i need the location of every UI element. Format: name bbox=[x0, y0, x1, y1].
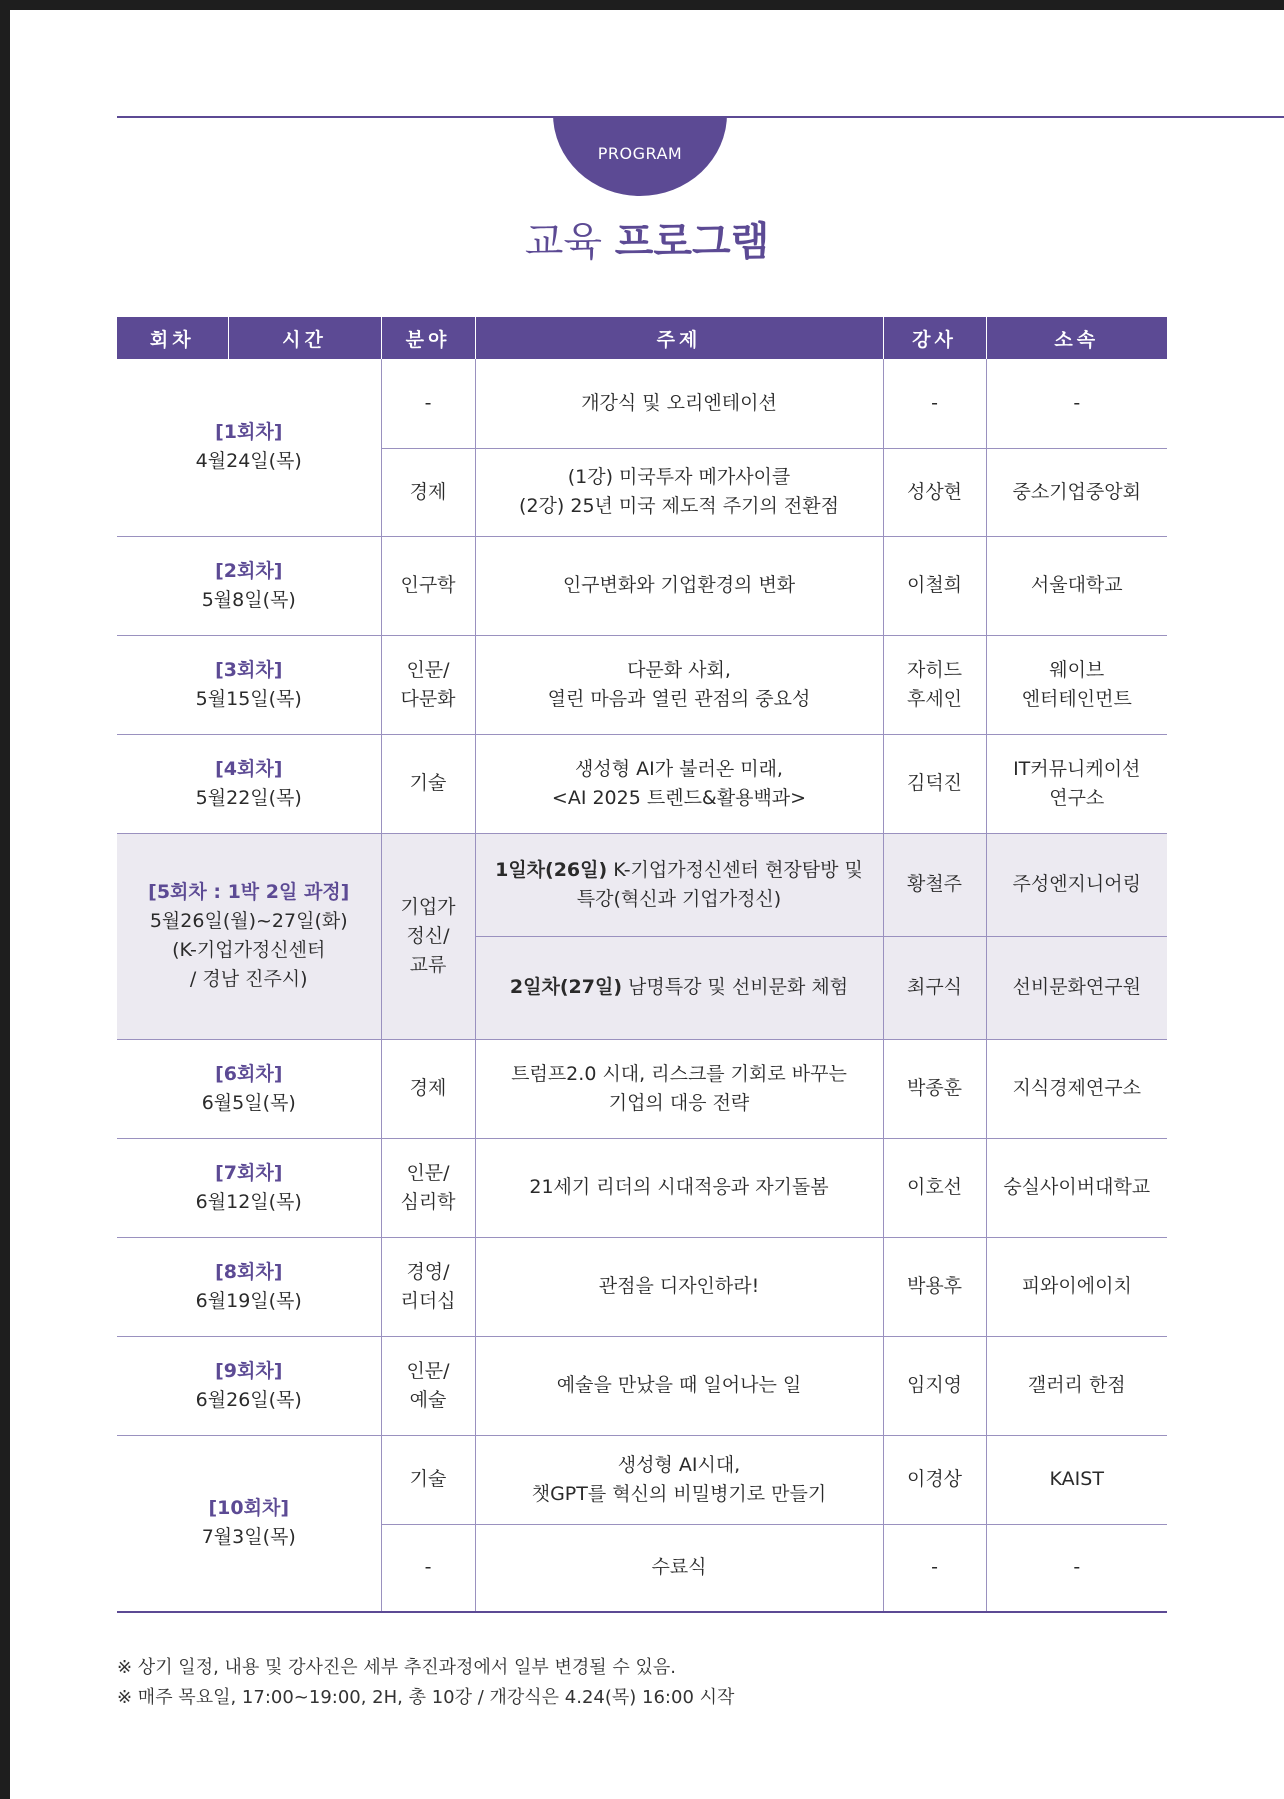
table-row bbox=[117, 1138, 1167, 1237]
round-label: [3회차] bbox=[215, 658, 283, 681]
topic-line: 열린 마음과 열린 관점의 중요성 bbox=[547, 687, 811, 710]
field-cell bbox=[381, 833, 475, 1039]
topic-line: 트럼프2.0 시대, 리스크를 기회로 바꾸는 bbox=[511, 1062, 847, 1085]
round-place: (K-기업가정신센터 bbox=[172, 939, 326, 961]
round-date: 5월8일(목) bbox=[201, 588, 296, 611]
day-label: 2일차(27일) bbox=[509, 976, 623, 998]
table-row bbox=[117, 833, 1167, 936]
field-line: 예술 bbox=[409, 1388, 447, 1411]
affiliation-cell: 주성엔지니어링 bbox=[986, 833, 1167, 936]
field-line: 교류 bbox=[409, 953, 447, 976]
page-title bbox=[10, 218, 1284, 266]
topic-cell: 개강식 및 오리엔테이션 bbox=[475, 359, 883, 448]
table-row bbox=[117, 1237, 1167, 1336]
topic-cell: 수료식 bbox=[475, 1524, 883, 1612]
topic-line: 기업의 대응 전략 bbox=[608, 1091, 750, 1114]
header-time: 시간 bbox=[228, 317, 381, 359]
field-line: 인문/ bbox=[406, 1359, 450, 1382]
field-line: 경영/ bbox=[406, 1260, 450, 1283]
round-place: / 경남 진주시) bbox=[189, 968, 308, 990]
table-row bbox=[117, 1039, 1167, 1138]
table-row bbox=[117, 1435, 1167, 1524]
topic-cell: 관점을 디자인하라! bbox=[475, 1237, 883, 1336]
topic-cell bbox=[475, 448, 883, 536]
topic-line: (1강) 미국투자 메가사이클 bbox=[567, 466, 791, 488]
table-row bbox=[117, 635, 1167, 734]
header-lecturer: 강사 bbox=[883, 317, 986, 359]
document-page bbox=[10, 10, 1284, 1799]
topic-line: 특강(혁신과 기업가정신) bbox=[576, 887, 782, 910]
topic-cell: 예술을 만났을 때 일어나는 일 bbox=[475, 1336, 883, 1435]
round-cell bbox=[117, 536, 381, 635]
topic-line: <AI 2025 트렌드&활용백과> bbox=[551, 786, 807, 809]
round-date: 6월26일(목) bbox=[195, 1388, 302, 1411]
lecturer-line: 후세인 bbox=[906, 687, 963, 710]
field-cell: 경제 bbox=[381, 1039, 475, 1138]
program-table bbox=[117, 317, 1167, 1613]
title-part-2: 프로그램 bbox=[614, 219, 770, 265]
topic-cell: 인구변화와 기업환경의 변화 bbox=[475, 536, 883, 635]
field-cell bbox=[381, 1237, 475, 1336]
affiliation-cell: 서울대학교 bbox=[986, 536, 1167, 635]
lecturer-cell: - bbox=[883, 359, 986, 448]
round-cell bbox=[117, 1435, 381, 1612]
field-cell bbox=[381, 1336, 475, 1435]
round-cell bbox=[117, 833, 381, 1039]
field-cell: 기술 bbox=[381, 734, 475, 833]
topic-line: 생성형 AI가 불러온 미래, bbox=[575, 757, 783, 780]
round-label: [4회차] bbox=[215, 757, 283, 780]
topic-text: K-기업가정신센터 현장탐방 및 bbox=[607, 858, 863, 881]
topic-line: 챗GPT를 혁신의 비밀병기로 만들기 bbox=[531, 1482, 827, 1505]
round-cell bbox=[117, 1138, 381, 1237]
round-label: [10회차] bbox=[208, 1497, 290, 1520]
field-line: 인문/ bbox=[406, 1161, 450, 1184]
topic-line bbox=[484, 856, 875, 885]
round-label: [8회차] bbox=[215, 1260, 283, 1283]
field-line: 인문/ bbox=[406, 658, 450, 681]
topic-cell bbox=[475, 833, 883, 936]
footnote: ※ 상기 일정, 내용 및 강사진은 세부 추진과정에서 일부 변경될 수 있음. bbox=[117, 1657, 676, 1678]
affiliation-cell: 선비문화연구원 bbox=[986, 936, 1167, 1039]
field-cell: 기술 bbox=[381, 1435, 475, 1524]
table-row bbox=[117, 1336, 1167, 1435]
lecturer-line: 자히드 bbox=[906, 658, 963, 681]
round-cell bbox=[117, 635, 381, 734]
round-date: 4월24일(목) bbox=[195, 450, 302, 473]
topic-line: 다문화 사회, bbox=[627, 658, 731, 681]
topic-cell bbox=[475, 936, 883, 1039]
affiliation-cell: 숭실사이버대학교 bbox=[986, 1138, 1167, 1237]
program-badge-label: PROGRAM bbox=[597, 144, 683, 163]
field-line: 기업가 bbox=[400, 895, 456, 918]
affiliation-cell: 갤러리 한점 bbox=[986, 1336, 1167, 1435]
header-topic: 주제 bbox=[475, 317, 883, 359]
table-row bbox=[117, 536, 1167, 635]
round-cell bbox=[117, 1237, 381, 1336]
lecturer-cell: 김덕진 bbox=[883, 734, 986, 833]
round-date: 7월3일(목) bbox=[201, 1526, 296, 1549]
table-row bbox=[117, 734, 1167, 833]
topic-cell bbox=[475, 734, 883, 833]
affiliation-cell: - bbox=[986, 1524, 1167, 1612]
affiliation-line: 엔터테인먼트 bbox=[1021, 687, 1132, 710]
topic-cell bbox=[475, 635, 883, 734]
field-line: 정신/ bbox=[406, 924, 450, 947]
header-round: 회차 bbox=[117, 317, 228, 359]
round-cell bbox=[117, 1039, 381, 1138]
affiliation-cell: - bbox=[986, 359, 1167, 448]
topic-text: 남명특강 및 선비문화 체험 bbox=[622, 976, 849, 998]
topic-cell bbox=[475, 1039, 883, 1138]
affiliation-line: IT커뮤니케이션 bbox=[1013, 757, 1141, 780]
round-date: 6월5일(목) bbox=[201, 1091, 296, 1114]
title-part-1: 교육 bbox=[524, 219, 602, 265]
affiliation-cell: 중소기업중앙회 bbox=[986, 448, 1167, 536]
round-date: 6월12일(목) bbox=[195, 1190, 302, 1213]
round-cell bbox=[117, 734, 381, 833]
field-line: 다문화 bbox=[400, 687, 456, 710]
round-cell bbox=[117, 359, 381, 536]
round-label: [5회차 : 1박 2일 과정] bbox=[148, 881, 350, 903]
lecturer-cell: 이호선 bbox=[883, 1138, 986, 1237]
lecturer-cell: 박용후 bbox=[883, 1237, 986, 1336]
field-line: 심리학 bbox=[400, 1190, 456, 1213]
lecturer-cell: 이경상 bbox=[883, 1435, 986, 1524]
affiliation-line: 웨이브 bbox=[1049, 658, 1105, 681]
field-cell bbox=[381, 1138, 475, 1237]
field-cell: - bbox=[381, 1524, 475, 1612]
field-cell: - bbox=[381, 359, 475, 448]
footnote: ※ 매주 목요일, 17:00~19:00, 2H, 총 10강 / 개강식은 4.24(목) 16:00 시작 bbox=[117, 1687, 735, 1708]
lecturer-cell: 최구식 bbox=[883, 936, 986, 1039]
round-date: 5월15일(목) bbox=[195, 687, 302, 710]
round-date: 6월19일(목) bbox=[195, 1289, 302, 1312]
topic-cell: 21세기 리더의 시대적응과 자기돌봄 bbox=[475, 1138, 883, 1237]
round-label: [2회차] bbox=[215, 559, 283, 582]
round-label: [6회차] bbox=[215, 1062, 283, 1085]
header-field: 분야 bbox=[381, 317, 475, 359]
lecturer-cell bbox=[883, 635, 986, 734]
lecturer-cell: - bbox=[883, 1524, 986, 1612]
affiliation-cell: 피와이에이치 bbox=[986, 1237, 1167, 1336]
round-label: [7회차] bbox=[215, 1161, 283, 1184]
affiliation-line: 연구소 bbox=[1049, 786, 1105, 809]
round-label: [1회차] bbox=[215, 421, 283, 444]
footnotes bbox=[117, 1653, 734, 1713]
field-cell bbox=[381, 635, 475, 734]
affiliation-cell bbox=[986, 635, 1167, 734]
topic-line: (2강) 25년 미국 제도적 주기의 전환점 bbox=[519, 495, 839, 517]
field-cell: 인구학 bbox=[381, 536, 475, 635]
topic-line: 생성형 AI시대, bbox=[617, 1453, 741, 1476]
badge-mask bbox=[550, 10, 730, 116]
field-line: 리더십 bbox=[400, 1289, 456, 1312]
lecturer-cell: 박종훈 bbox=[883, 1039, 986, 1138]
lecturer-cell: 황철주 bbox=[883, 833, 986, 936]
header-affiliation: 소속 bbox=[986, 317, 1167, 359]
lecturer-cell: 이철희 bbox=[883, 536, 986, 635]
round-date: 5월22일(목) bbox=[195, 786, 302, 809]
lecturer-cell: 임지영 bbox=[883, 1336, 986, 1435]
lecturer-cell: 성상현 bbox=[883, 448, 986, 536]
affiliation-cell bbox=[986, 734, 1167, 833]
affiliation-cell: 지식경제연구소 bbox=[986, 1039, 1167, 1138]
table-header-row bbox=[117, 317, 1167, 359]
day-label: 1일차(26일) bbox=[495, 858, 608, 881]
round-label: [9회차] bbox=[215, 1359, 283, 1382]
round-cell bbox=[117, 1336, 381, 1435]
topic-cell bbox=[475, 1435, 883, 1524]
affiliation-cell: KAIST bbox=[986, 1435, 1167, 1524]
table-row bbox=[117, 359, 1167, 448]
round-date: 5월26일(월)~27일(화) bbox=[149, 910, 348, 932]
field-cell: 경제 bbox=[381, 448, 475, 536]
